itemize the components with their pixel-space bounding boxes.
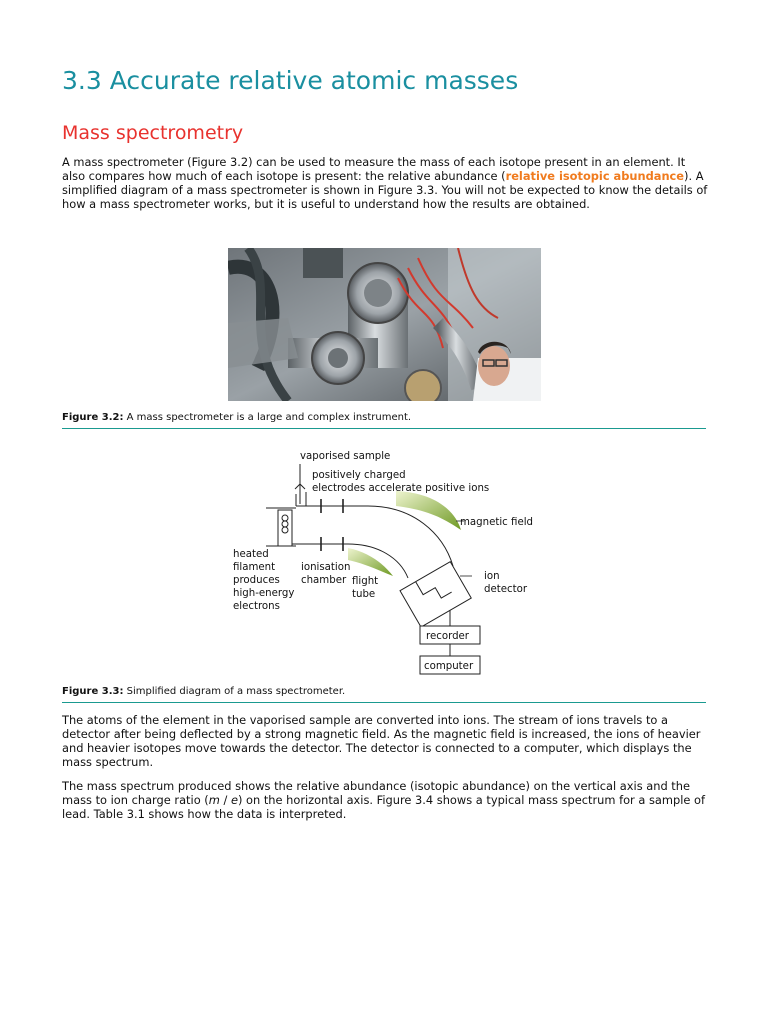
label-recorder: recorder — [426, 631, 469, 642]
figure-3-3-label: Figure 3.3: — [62, 686, 124, 697]
label-chamber: chamber — [301, 575, 347, 586]
key-term-relative-isotopic-abundance: relative isotopic abundance — [505, 169, 685, 183]
label-tube: tube — [352, 589, 376, 600]
label-computer: computer — [424, 661, 474, 672]
figure-3-2-caption — [62, 412, 411, 423]
intro-text-1: A mass spectrometer (Figure 3.2) can be used to measure the mass of each isotope present in an element. It also compares how much of each isotope is present: the relative abundance ( — [62, 155, 686, 183]
symbol-slash: / — [219, 793, 231, 807]
label-filament-3: produces — [233, 575, 280, 586]
label-detector: detector — [484, 584, 528, 595]
label-ion: ion — [484, 571, 500, 582]
caption-divider — [62, 428, 706, 429]
section-heading: Mass spectrometry — [62, 122, 244, 144]
intro-text-2: ). A simplified diagram of a mass spectrometer is shown in Figure 3.3. You will not be expected to know the details of how a mass spectrometer works, but it is useful to understand how the results are obtained. — [62, 169, 708, 211]
label-filament-2: filament — [233, 562, 276, 573]
label-magnetic-field: magnetic field — [460, 517, 534, 528]
caption-divider — [62, 702, 706, 703]
body-paragraph-2: The atoms of the element in the vaporised sample are converted into ions. The stream of ions travels to a detector after being deflected by a strong magnetic field. As the magnetic field is increased, the ions of heavier and heavier isotopes move towards the detector. The detector is connected to a computer, which displays the mass spectrum. — [62, 713, 701, 769]
figure-3-2-label: Figure 3.2: — [62, 412, 124, 423]
figure-3-3-caption-text: Simplified diagram of a mass spectrometer. — [123, 686, 346, 697]
magnetic-field-upper — [396, 491, 461, 530]
mass-spectrometer-photo — [228, 248, 541, 401]
label-ionisation: ionisation — [301, 562, 351, 573]
intro-paragraph — [62, 155, 710, 211]
label-filament-1: heated — [233, 549, 269, 560]
figure-3-2-caption-text: A mass spectrometer is a large and complex instrument. — [123, 412, 412, 423]
label-positively-charged: positively charged — [312, 470, 406, 481]
mass-spectrometer-diagram — [228, 448, 548, 680]
label-filament-4: high-energy — [233, 588, 295, 599]
page-title: 3.3 Accurate relative atomic masses — [62, 66, 519, 95]
label-vaporised-sample: vaporised sample — [300, 451, 391, 462]
label-electrodes: electrodes accelerate positive ions — [312, 483, 490, 494]
para3-text-2: ) on the horizontal axis. Figure 3.4 shows a typical mass spectrum for a sample of lead. Table 3.1 shows how the data is interpreted. — [62, 793, 705, 821]
magnetic-field-lower — [348, 548, 393, 576]
body-paragraph-3 — [62, 779, 710, 821]
label-flight: flight — [352, 576, 379, 587]
label-filament-5: electrons — [233, 601, 280, 612]
para3-text-1: The mass spectrum produced shows the relative abundance (isotopic abundance) on the vertical axis and the mass to ion charge ratio ( — [62, 779, 690, 807]
figure-3-3-caption — [62, 686, 345, 697]
symbol-e: e — [230, 793, 238, 807]
symbol-m: m — [208, 793, 220, 807]
